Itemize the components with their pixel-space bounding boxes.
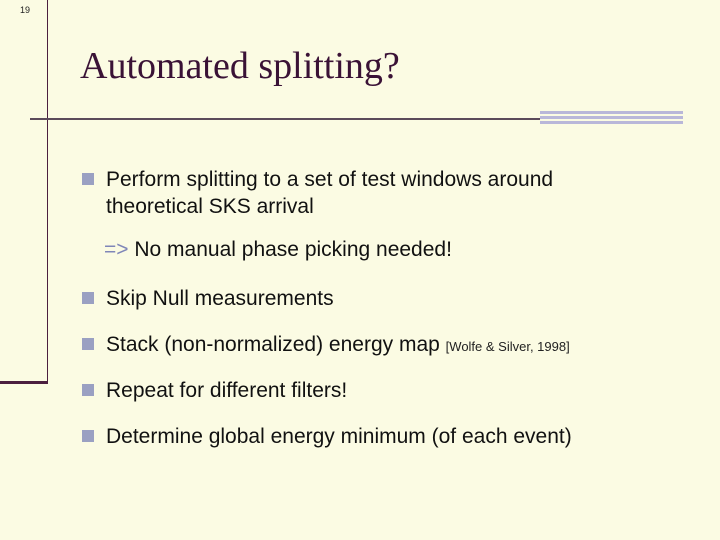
slide-number: 19 <box>20 5 31 15</box>
title-underline-accent <box>540 111 683 125</box>
bullet-item <box>82 331 570 360</box>
bullet-item <box>82 377 347 404</box>
bullet-text: Perform splitting to a set of test windows around <box>106 168 554 191</box>
left-vertical-line <box>47 0 48 383</box>
bullet-square-icon <box>82 430 94 442</box>
sub-note <box>104 238 452 262</box>
arrow-icon: => <box>104 238 129 261</box>
bullet-text: Repeat for different filters! <box>106 379 348 402</box>
bullet-square-icon <box>82 292 94 304</box>
bullet-main-text: Stack (non-normalized) energy map <box>106 333 440 356</box>
bullet-text-continued: theoretical SKS arrival <box>106 195 314 218</box>
bullet-square-icon <box>82 173 94 185</box>
bullet-square-icon <box>82 338 94 350</box>
bullet-text: Skip Null measurements <box>106 287 334 310</box>
slide-title: Automated splitting? <box>80 45 400 87</box>
title-underline <box>30 118 540 120</box>
bullet-item <box>82 423 572 450</box>
citation: [Wolfe & Silver, 1998] <box>445 339 570 354</box>
sub-note-text: No manual phase picking needed! <box>134 238 452 261</box>
bullet-item <box>82 166 553 220</box>
left-horizontal-stub <box>0 381 48 384</box>
bullet-text <box>106 331 570 360</box>
bullet-text: Determine global energy minimum (of each event) <box>106 425 572 448</box>
bullet-square-icon <box>82 384 94 396</box>
bullet-item <box>82 285 334 312</box>
